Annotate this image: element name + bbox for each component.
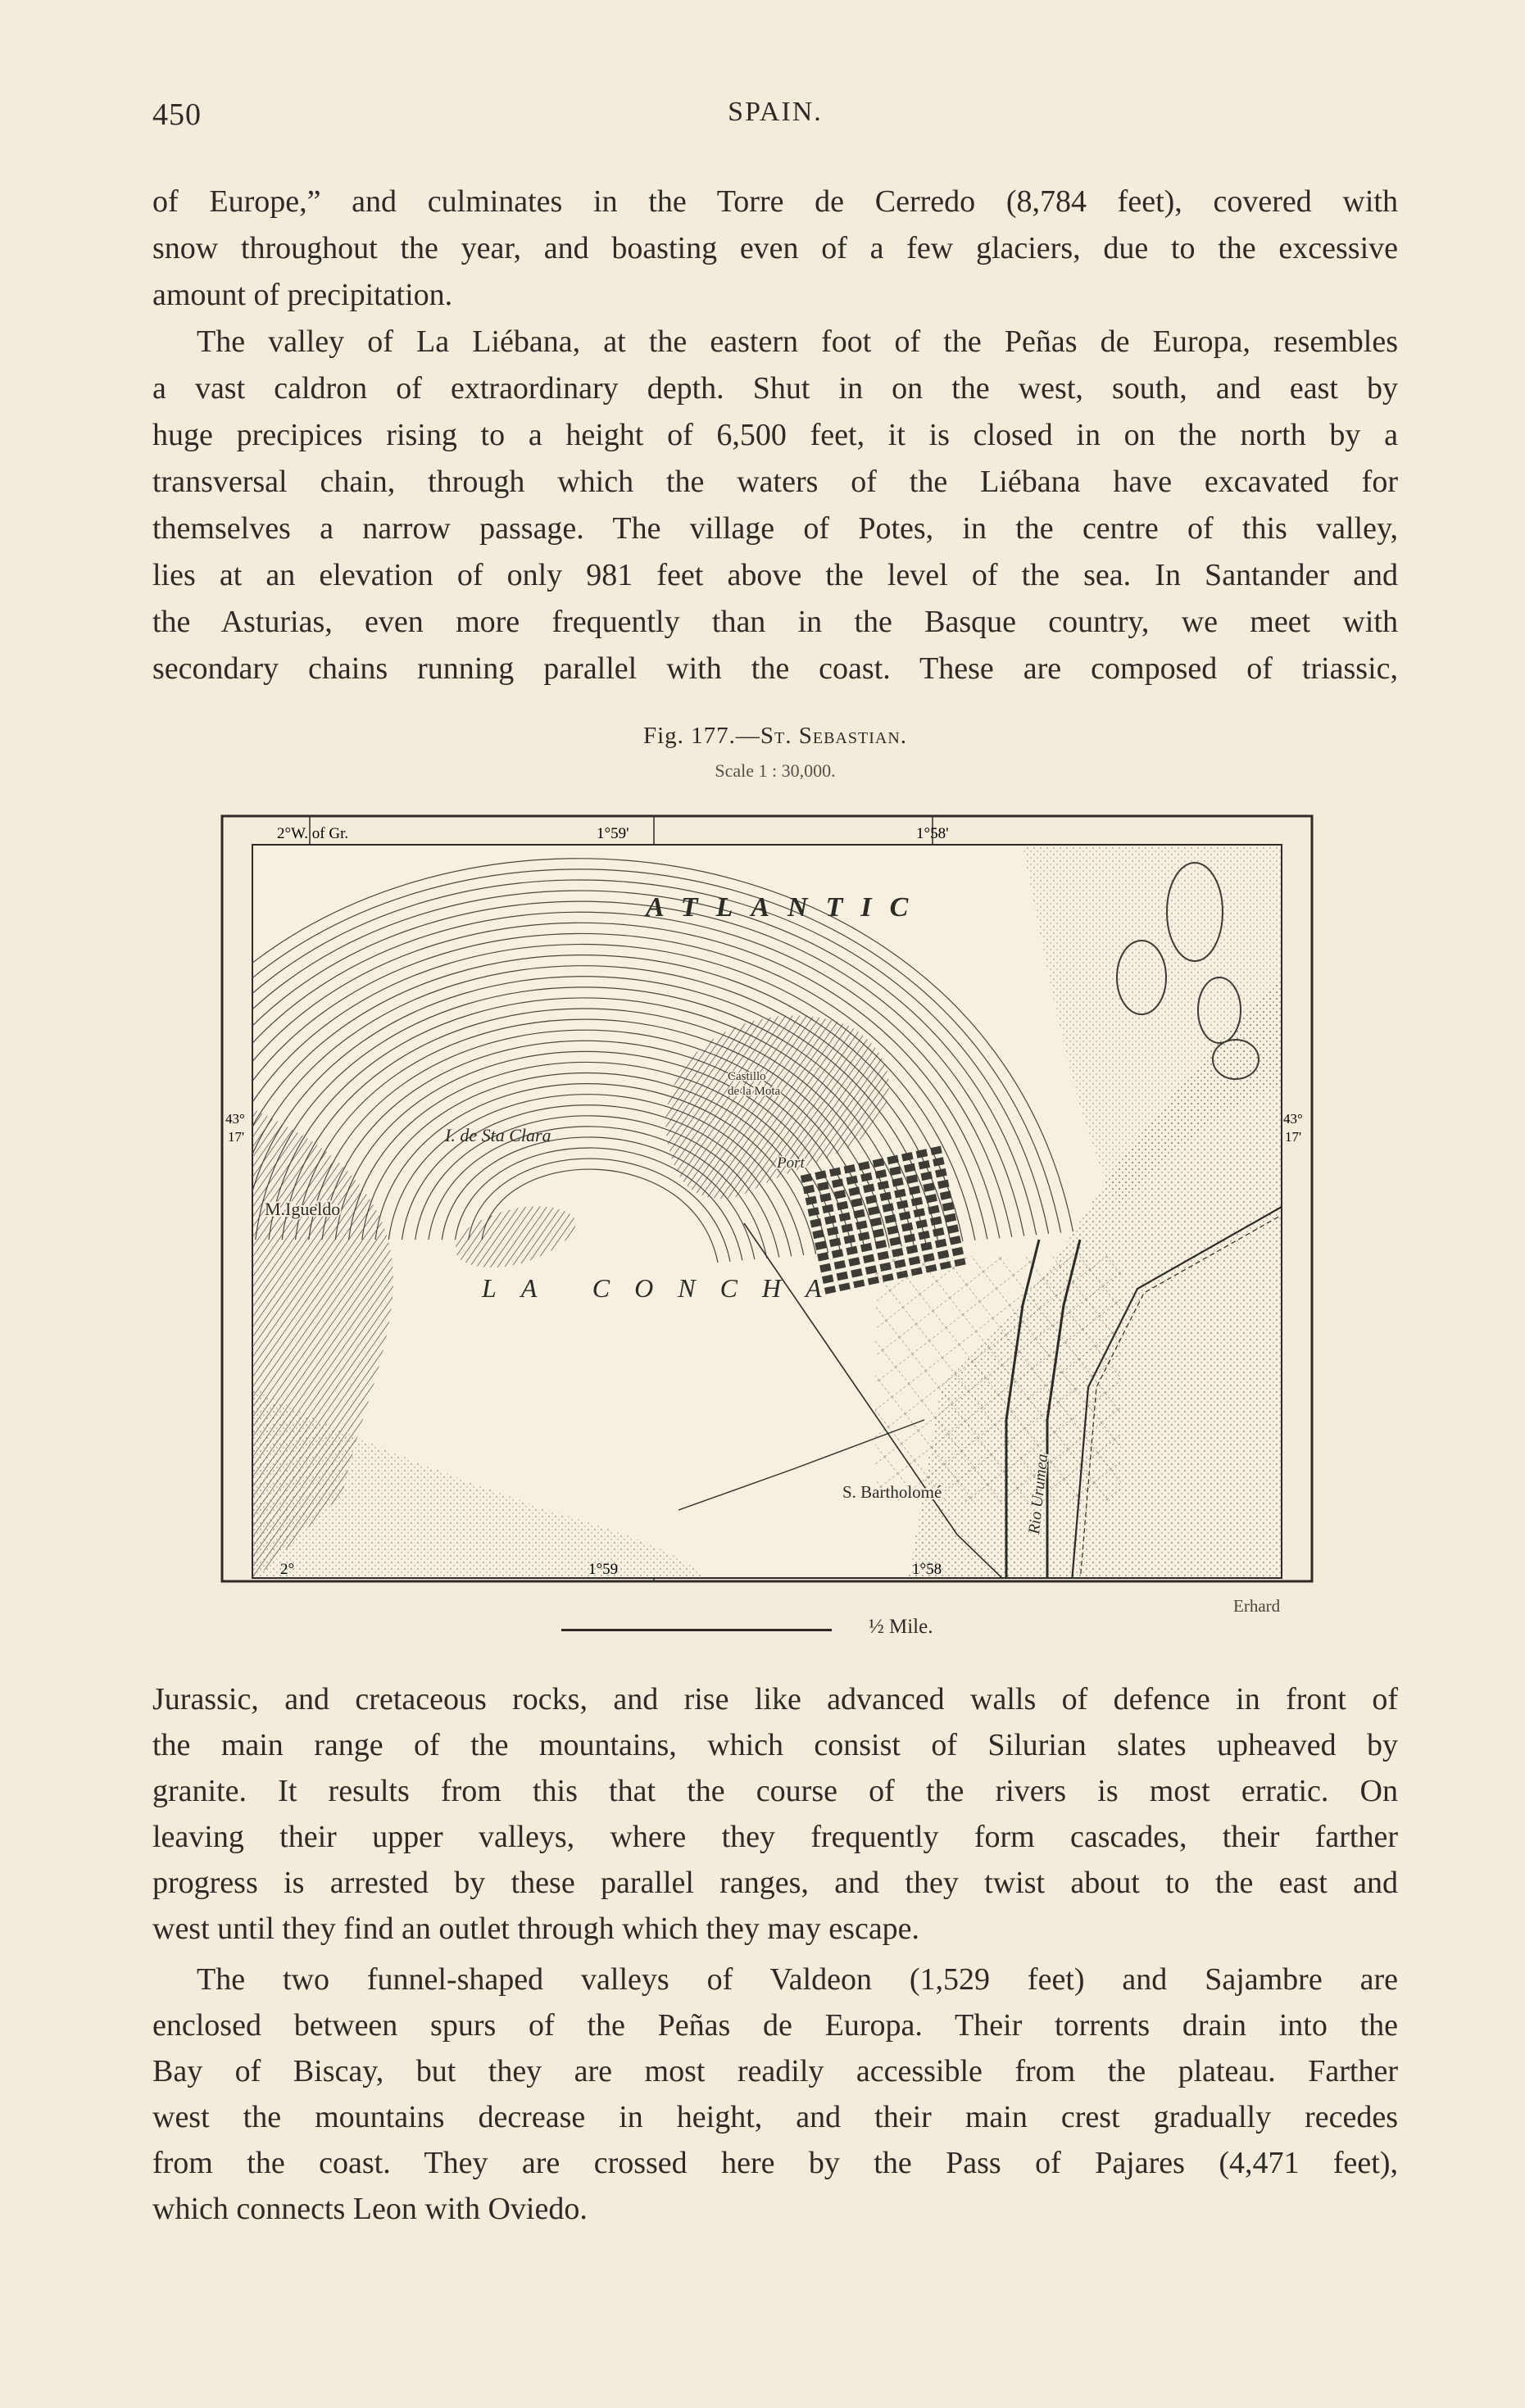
label-mountain: M.Igueldo	[265, 1199, 341, 1219]
label-bay: LA CONCHA	[482, 1273, 846, 1303]
running-head: SPAIN.	[728, 97, 823, 127]
figure-caption	[152, 723, 1398, 750]
map-svg	[220, 814, 1314, 1617]
scale-bar-line	[561, 1629, 832, 1631]
label-bottom-right: 1°58	[912, 1561, 942, 1578]
label-top-mid: 1°59'	[597, 825, 629, 842]
text-line: secondary chains running parallel with the coast. These are composed of triassic,	[152, 651, 1398, 686]
label-left-lat-min: 17'	[228, 1129, 245, 1145]
scale-bar	[561, 1612, 987, 1642]
text-line: Jurassic, and cretaceous rocks, and rise like advanced walls of defence in front of	[152, 1682, 1398, 1716]
text-line: which connects Leon with Oviedo.	[152, 2192, 588, 2226]
city-extension	[875, 1256, 1121, 1502]
page-header	[152, 97, 1398, 146]
text-line: progress is arrested by these parallel ranges, and they twist about to the east and	[152, 1866, 1398, 1900]
figure-number: Fig. 177.—	[642, 723, 760, 749]
text-line: the Asturias, even more frequently than in the Basque country, we meet with	[152, 605, 1398, 639]
text-line: granite. It results from this that the course of the rivers is most erratic. On	[152, 1774, 1398, 1808]
text-line: enclosed between spurs of the Peñas de Europa. Their torrents drain into the	[152, 2008, 1398, 2043]
label-top-left: 2°W. of Gr.	[277, 825, 349, 842]
text-line: the main range of the mountains, which consist of Silurian slates upheaved by	[152, 1728, 1398, 1762]
text-line: from the coast. They are crossed here by the Pass of Pajares (4,471 feet),	[152, 2146, 1398, 2180]
text-line: lies at an elevation of only 981 feet above the level of the sea. In Santander and	[152, 558, 1398, 592]
page-number: 450	[152, 97, 202, 132]
label-bottom-left: 2°	[280, 1561, 295, 1578]
paragraph-4	[152, 1957, 1398, 2232]
text-line: amount of precipitation.	[152, 278, 453, 312]
text-line: west until they find an outlet through which they may escape.	[152, 1911, 920, 1946]
text-line: a vast caldron of extraordinary depth. Shut in on the west, south, and east by	[152, 371, 1398, 406]
label-bottom-mid: 1°59	[588, 1561, 619, 1578]
text-line: leaving their upper valleys, where they frequently form cascades, their farther	[152, 1820, 1398, 1854]
paragraph-3	[152, 1676, 1398, 1952]
label-right-lat: 43°	[1283, 1111, 1303, 1127]
scale-bar-label: ½ Mile.	[869, 1616, 933, 1638]
text-line: of Europe,” and culminates in the Torre de Cerredo (8,784 feet), covered with	[152, 184, 1398, 219]
text-line: The valley of La Liébana, at the eastern foot of the Peñas de Europa, resembles	[197, 324, 1398, 359]
paragraph-1	[152, 179, 1398, 319]
text-line: Bay of Biscay, but they are most readily accessible from the plateau. Farther	[152, 2054, 1398, 2088]
label-suburb: S. Bartholomé	[842, 1482, 942, 1502]
engraver-signature: Erhard	[1233, 1596, 1281, 1616]
text-line: west the mountains decrease in height, and their main crest gradually recedes	[152, 2100, 1398, 2134]
label-left-lat: 43°	[225, 1111, 245, 1127]
label-port: Port	[777, 1154, 805, 1172]
label-castle-1: Castillo	[728, 1070, 766, 1083]
label-sea: ATLANTIC	[646, 892, 927, 923]
text-line: themselves a narrow passage. The village of Potes, in the centre of this valley,	[152, 511, 1398, 546]
text-line: The two funnel-shaped valleys of Valdeon (1,529 feet) and Sajambre are	[197, 1962, 1398, 1997]
label-river: Rio Urumea	[1025, 1453, 1052, 1535]
figure-scale: Scale 1 : 30,000.	[715, 760, 836, 781]
paragraph-2	[152, 319, 1398, 692]
figure-title: St. Sebastian.	[760, 723, 908, 749]
map-figure	[220, 814, 1314, 1617]
text-line: transversal chain, through which the waters of the Liébana have excavated for	[152, 465, 1398, 499]
text-line: snow throughout the year, and boasting even of a few glaciers, due to the excessive	[152, 231, 1398, 265]
label-top-right: 1°58'	[916, 825, 949, 842]
label-castle-2: de la Mota	[728, 1085, 781, 1098]
label-right-lat-min: 17'	[1285, 1129, 1302, 1145]
text-line: huge precipices rising to a height of 6,500 feet, it is closed in on the north by a	[152, 418, 1398, 452]
label-island: I. de Sta Clara	[445, 1125, 551, 1145]
